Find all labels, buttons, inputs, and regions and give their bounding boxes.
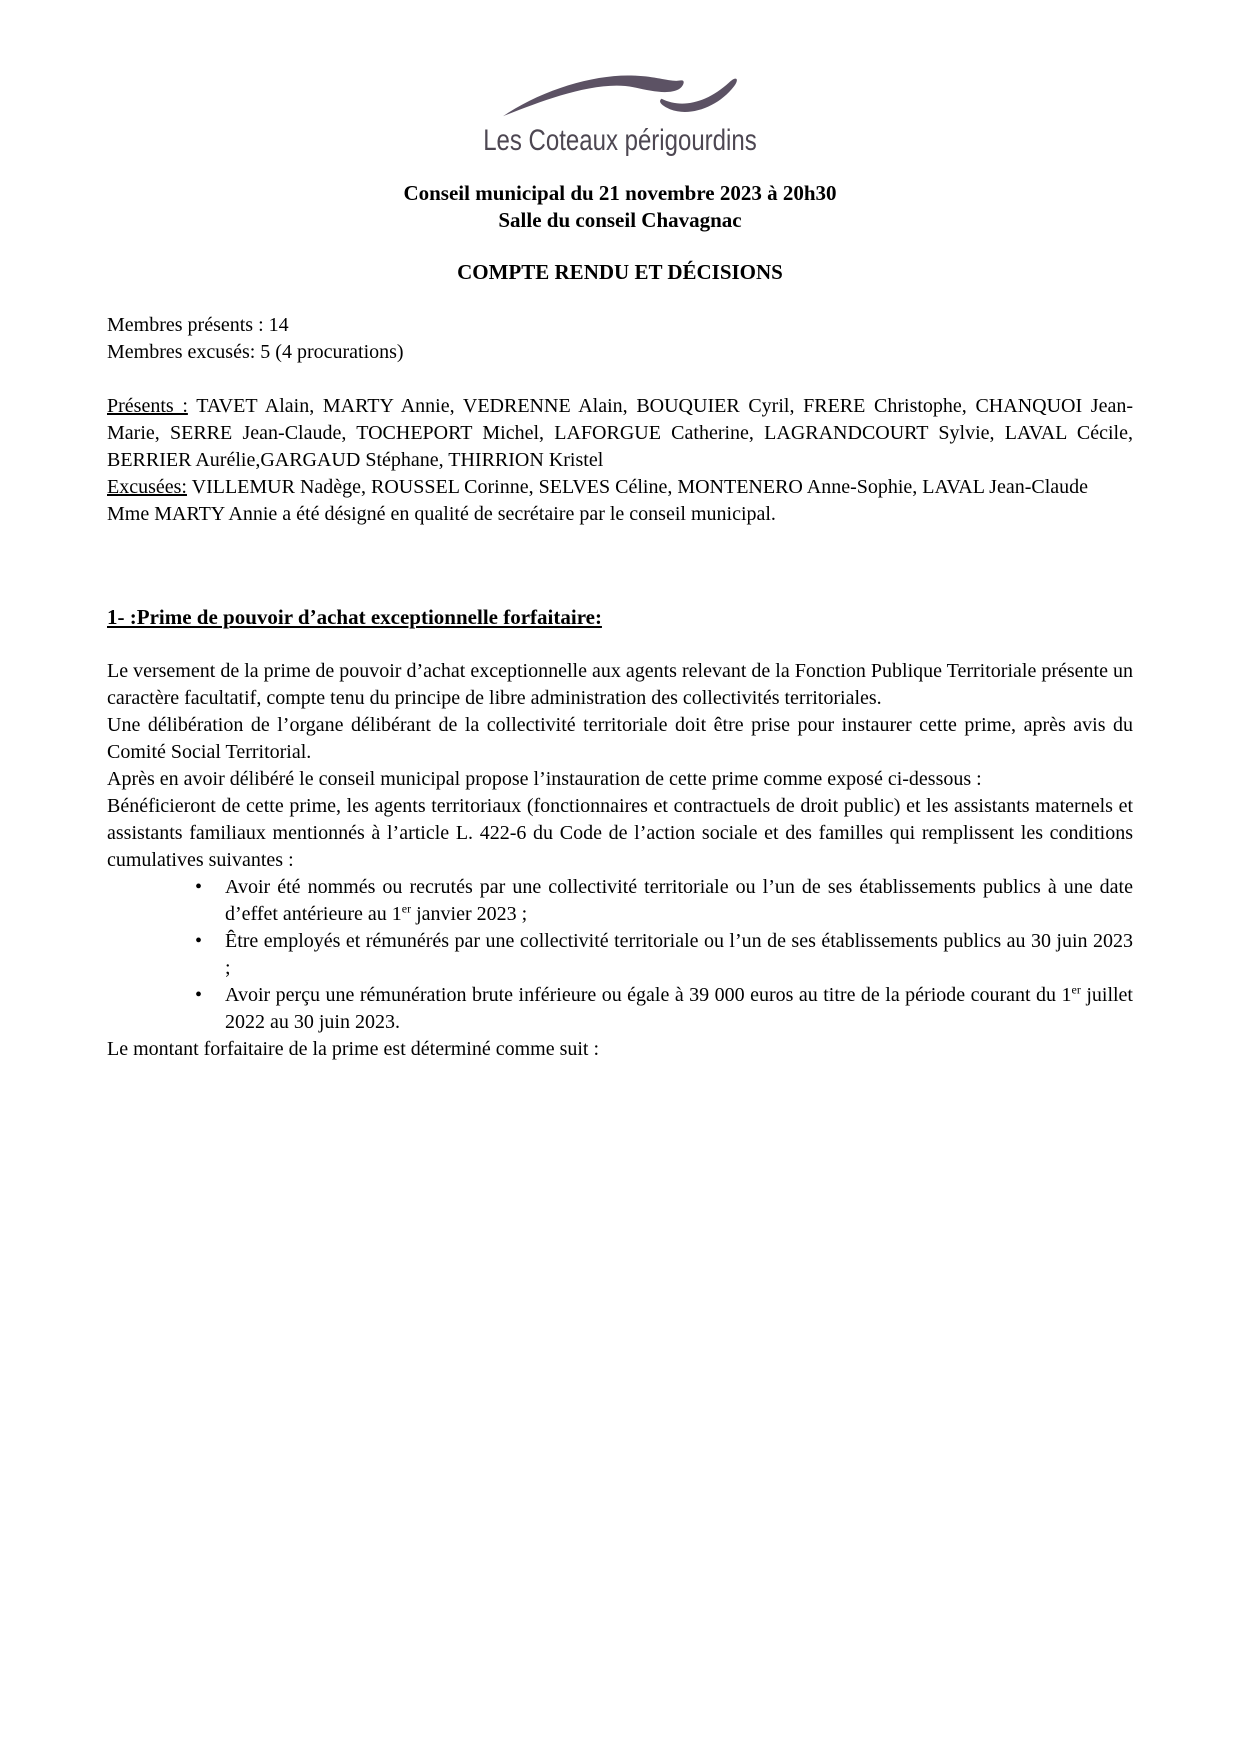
- list-item: [195, 874, 1133, 928]
- condition-text: [225, 982, 1133, 1036]
- condition-text: [225, 928, 1133, 982]
- presents-label: Présents :: [107, 395, 188, 417]
- logo-swoosh-icon: [494, 64, 746, 122]
- excused-names: VILLEMUR Nadège, ROUSSEL Corinne, SELVES Céline, MONTENERO Anne-Sophie, LAVAL Jean-Claude: [186, 476, 1089, 498]
- condition-text-pre: Être employés et rémunérés par une collectivité territoriale ou l’un de ses établissements publics au 30 juin 2023 ;: [225, 930, 1133, 979]
- bullet-icon: •: [195, 984, 203, 1006]
- presents-paragraph: [107, 393, 1133, 474]
- condition-text-post: juillet 2022 au 30 juin 2023.: [225, 984, 1133, 1033]
- ordinal-superscript: er: [401, 901, 412, 916]
- meeting-title: [107, 180, 1133, 234]
- ordinal-superscript: er: [1071, 982, 1081, 997]
- excused-label: Excusées:: [107, 476, 187, 498]
- attendance-counts: [107, 312, 1133, 366]
- excused-paragraph: [107, 474, 1133, 501]
- closing-line: Le montant forfaitaire de la prime est déterminé comme suit :: [107, 1038, 600, 1060]
- condition-text: [225, 874, 1133, 928]
- logo-text: Les Coteaux périgourdins: [483, 124, 757, 157]
- section1-heading: 1- :Prime de pouvoir d’achat exceptionnelle forfaitaire:: [107, 605, 602, 629]
- meeting-title-line2: Salle du conseil Chavagnac: [498, 208, 742, 232]
- meeting-title-line1: Conseil municipal du 21 novembre 2023 à 20h30: [403, 181, 837, 205]
- bullet-icon: •: [195, 930, 203, 952]
- conditions-list: [107, 874, 1133, 1036]
- presents-names: TAVET Alain, MARTY Annie, VEDRENNE Alain, BOUQUIER Cyril, FRERE Christophe, CHANQUOI Jean-Marie, SERRE Jean-Claude, TOCHEPORT Michel, LAFORGUE Catherine, LAGRANDCOURT Sylvie, LAVAL Cécile, BERRIER Aurélie,GARGAUD Stéphane, THIRRION Kristel: [107, 395, 1133, 471]
- list-item: [195, 982, 1133, 1036]
- condition-text-post: janvier 2023 ;: [411, 903, 528, 925]
- section1-para2: Une délibération de l’organe délibérant de la collectivité territoriale doit être prise pour instaurer cette prime, après avis du Comité Social Territorial.: [107, 714, 1133, 763]
- excused-count-line: Membres excusés: 5 (4 procurations): [107, 341, 404, 363]
- document-type-heading: COMPTE RENDU ET DÉCISIONS: [457, 260, 783, 284]
- present-count-line: Membres présents : 14: [107, 314, 289, 336]
- list-item: [195, 928, 1133, 982]
- condition-text-pre: Avoir perçu une rémunération brute inférieure ou égale à 39 000 euros au titre de la période courant du 1: [225, 984, 1072, 1006]
- section1-para3: Après en avoir délibéré le conseil municipal propose l’instauration de cette prime comme exposé ci-dessous :: [107, 768, 982, 790]
- municipality-logo: [107, 64, 1133, 158]
- beneficiaries-paragraph: Bénéficieront de cette prime, les agents territoriaux (fonctionnaires et contractuels de droit public) et les assistants maternels et assistants familiaux mentionnés à l’article L. 422-6 du Code de l’action sociale et des familles qui remplissent les conditions cumulatives suivantes :: [107, 795, 1133, 871]
- bullet-icon: •: [195, 876, 203, 898]
- section1-para1: Le versement de la prime de pouvoir d’achat exceptionnelle aux agents relevant de la Fonction Publique Territoriale présente un caractère facultatif, compte tenu du principe de libre administration des collectivités territoriales.: [107, 660, 1133, 709]
- secretary-note: Mme MARTY Annie a été désigné en qualité de secrétaire par le conseil municipal.: [107, 503, 776, 525]
- condition-text-pre: Avoir été nommés ou recrutés par une collectivité territoriale ou l’un de ses établissements publics à une date d’effet antérieure au 1: [225, 876, 1133, 925]
